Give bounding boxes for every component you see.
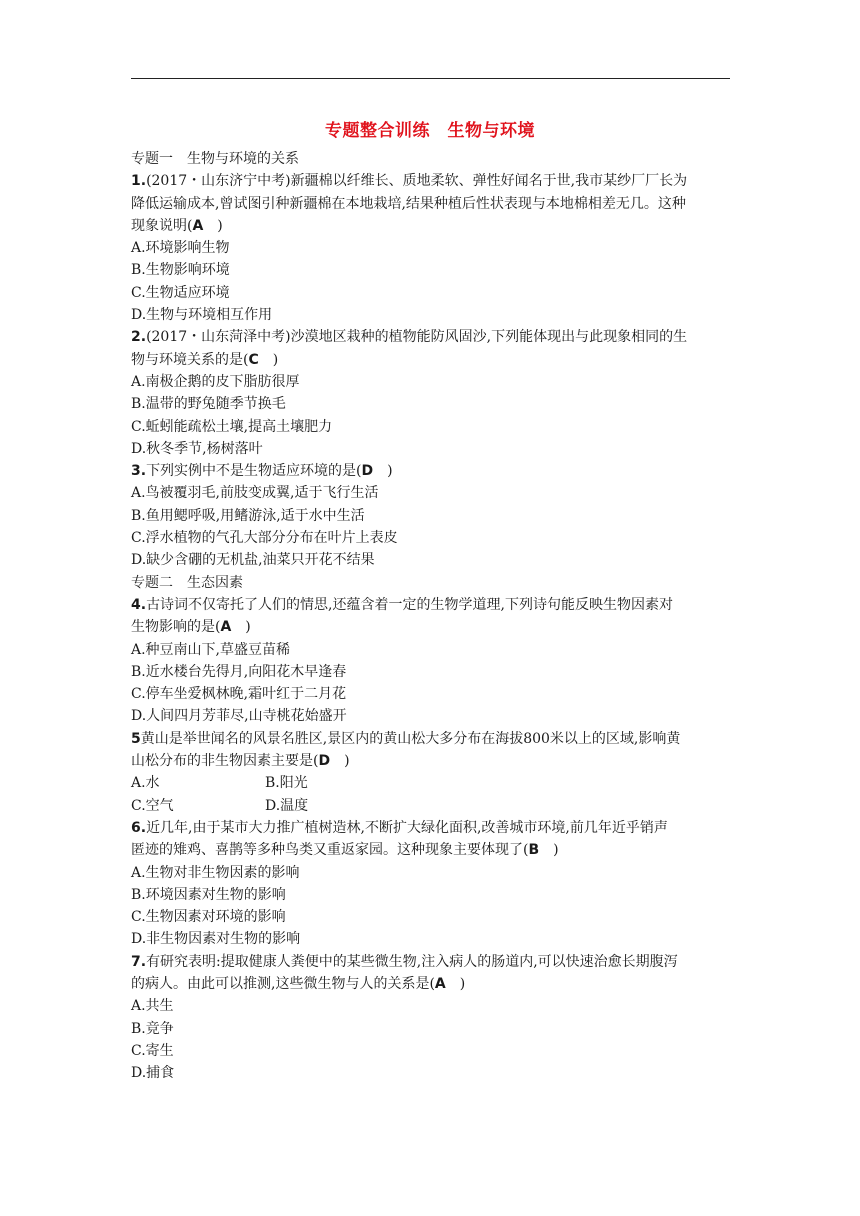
question-number: 2. xyxy=(131,329,147,346)
question-text: (2017・山东菏泽中考)沙漠地区栽种的植物能防风固沙,下列能体现出与此现象相同的生 xyxy=(146,329,688,346)
question-text: 现象说明( xyxy=(131,217,193,234)
question-text: 有研究表明:提取健康人粪便中的某些微生物,注入病人的肠道内,可以快速治愈长期腹泻 xyxy=(146,953,678,970)
question-text: 降低运输成本,曾试图引种新疆棉在本地栽培,结果种植后性状表现与本地棉相差无几。这种 xyxy=(131,195,686,212)
option-item: D.温度 xyxy=(265,797,309,814)
option-item: C.生物因素对环境的影响 xyxy=(131,909,286,926)
option-item: A.鸟被覆羽毛,前肢变成翼,适于飞行生活 xyxy=(131,485,379,502)
option-item: A.南极企鹅的皮下脂肪很厚 xyxy=(131,373,300,390)
answer-letter: A xyxy=(220,619,232,636)
option-item: B.竞争 xyxy=(131,1020,174,1037)
question-number: 1. xyxy=(131,173,147,190)
question-stem-line xyxy=(131,750,731,772)
question-number: 7. xyxy=(131,953,147,970)
option-item: A.生物对非生物因素的影响 xyxy=(131,864,300,881)
question-text: 的病人。由此可以推测,这些微生物与人的关系是( xyxy=(131,975,435,992)
option-item: D.捕食 xyxy=(131,1065,175,1082)
question-number: 6. xyxy=(131,819,147,836)
option-item: A.种豆南山下,草盛豆苗稀 xyxy=(131,641,291,658)
answer-bracket-close: ) xyxy=(258,351,279,368)
option-item: C.寄生 xyxy=(131,1042,174,1059)
option-item: C.生物适应环境 xyxy=(131,284,230,301)
question-number: 5 xyxy=(131,730,141,747)
question-text: 古诗词不仅寄托了人们的情思,还蕴含着一定的生物学道理,下列诗句能反映生物因素对 xyxy=(146,596,673,613)
option-row xyxy=(131,795,731,817)
option-item: A.环境影响生物 xyxy=(131,240,230,257)
question-stem-line xyxy=(131,215,731,237)
option-item: B.温带的野兔随季节换毛 xyxy=(131,396,286,413)
question-stem-line xyxy=(131,839,731,861)
section-heading: 专题一 生物与环境的关系 xyxy=(131,151,299,167)
question-stem-line xyxy=(131,193,731,215)
question-stem xyxy=(131,728,731,750)
answer-letter: A xyxy=(192,217,204,234)
question-stem xyxy=(131,326,731,348)
option-item: B.生物影响环境 xyxy=(131,262,230,279)
question-text: 近几年,由于某市大力推广植树造林,不断扩大绿化面积,改善城市环境,前几年近乎销声 xyxy=(146,819,668,836)
question-stem xyxy=(131,594,731,616)
answer-letter: A xyxy=(434,975,446,992)
option-item: C.浮水植物的气孔大部分分布在叶片上表皮 xyxy=(131,530,398,547)
header-rule xyxy=(131,78,730,79)
answer-bracket-close: ) xyxy=(231,619,251,636)
option-item: D.秋冬季节,杨树落叶 xyxy=(131,440,263,457)
option-item: D.生物与环境相互作用 xyxy=(131,307,273,324)
option-item: B.近水楼台先得月,向阳花木早逢春 xyxy=(131,663,347,680)
answer-bracket-close: ) xyxy=(203,217,223,234)
question-text: 下列实例中不是生物适应环境的是( xyxy=(146,463,362,480)
answer-bracket-close: ) xyxy=(373,463,393,480)
answer-letter: B xyxy=(528,842,540,859)
document-body xyxy=(131,148,731,1084)
question-stem xyxy=(131,170,731,192)
option-item: A.共生 xyxy=(131,998,174,1015)
option-item: C.蚯蚓能疏松土壤,提高土壤肥力 xyxy=(131,418,333,435)
option-item: C.停车坐爱枫林晚,霜叶红于二月花 xyxy=(131,686,347,703)
question-stem-line xyxy=(131,616,731,638)
section-heading: 专题二 生态因素 xyxy=(131,574,243,591)
option-item: B.鱼用鳃呼吸,用鳍游泳,适于水中生活 xyxy=(131,507,365,524)
option-item: B.阳光 xyxy=(265,775,308,792)
option-item: A.水 xyxy=(131,775,160,792)
option-row xyxy=(131,772,731,794)
question-text: (2017・山东济宁中考)新疆棉以纤维长、质地柔软、弹性好闻名于世,我市某纱厂厂长为 xyxy=(146,173,688,190)
answer-bracket-close: ) xyxy=(330,753,350,770)
option-item: D.非生物因素对生物的影响 xyxy=(131,931,301,948)
question-stem-line xyxy=(131,973,731,995)
question-text: 生物影响的是( xyxy=(131,619,221,636)
question-stem xyxy=(131,817,731,839)
option-item: D.缺少含硼的无机盐,油菜只开花不结果 xyxy=(131,552,375,569)
question-number: 3. xyxy=(131,463,147,480)
question-stem-line xyxy=(131,349,731,371)
answer-letter: D xyxy=(318,753,331,770)
page-title: 专题整合训练 生物与环境 xyxy=(325,121,535,141)
question-text: 山松分布的非生物因素主要是( xyxy=(131,753,319,770)
question-text: 匿迹的雉鸡、喜鹊等多种鸟类又重返家园。这种现象主要体现了( xyxy=(131,842,529,859)
option-item: C.空气 xyxy=(131,797,174,814)
answer-letter: C xyxy=(248,351,259,368)
question-text: 黄山是举世闻名的风景名胜区,景区内的黄山松大多分布在海拔800米以上的区域,影响黄 xyxy=(140,730,681,747)
answer-letter: D xyxy=(361,463,374,480)
option-item: D.人间四月芳菲尽,山寺桃花始盛开 xyxy=(131,708,347,725)
answer-bracket-close: ) xyxy=(539,842,559,859)
question-stem xyxy=(131,951,731,973)
question-number: 4. xyxy=(131,596,147,613)
option-item: B.环境因素对生物的影响 xyxy=(131,886,286,903)
question-text: 物与环境关系的是( xyxy=(131,351,249,368)
question-stem xyxy=(131,460,731,482)
answer-bracket-close: ) xyxy=(445,975,466,992)
